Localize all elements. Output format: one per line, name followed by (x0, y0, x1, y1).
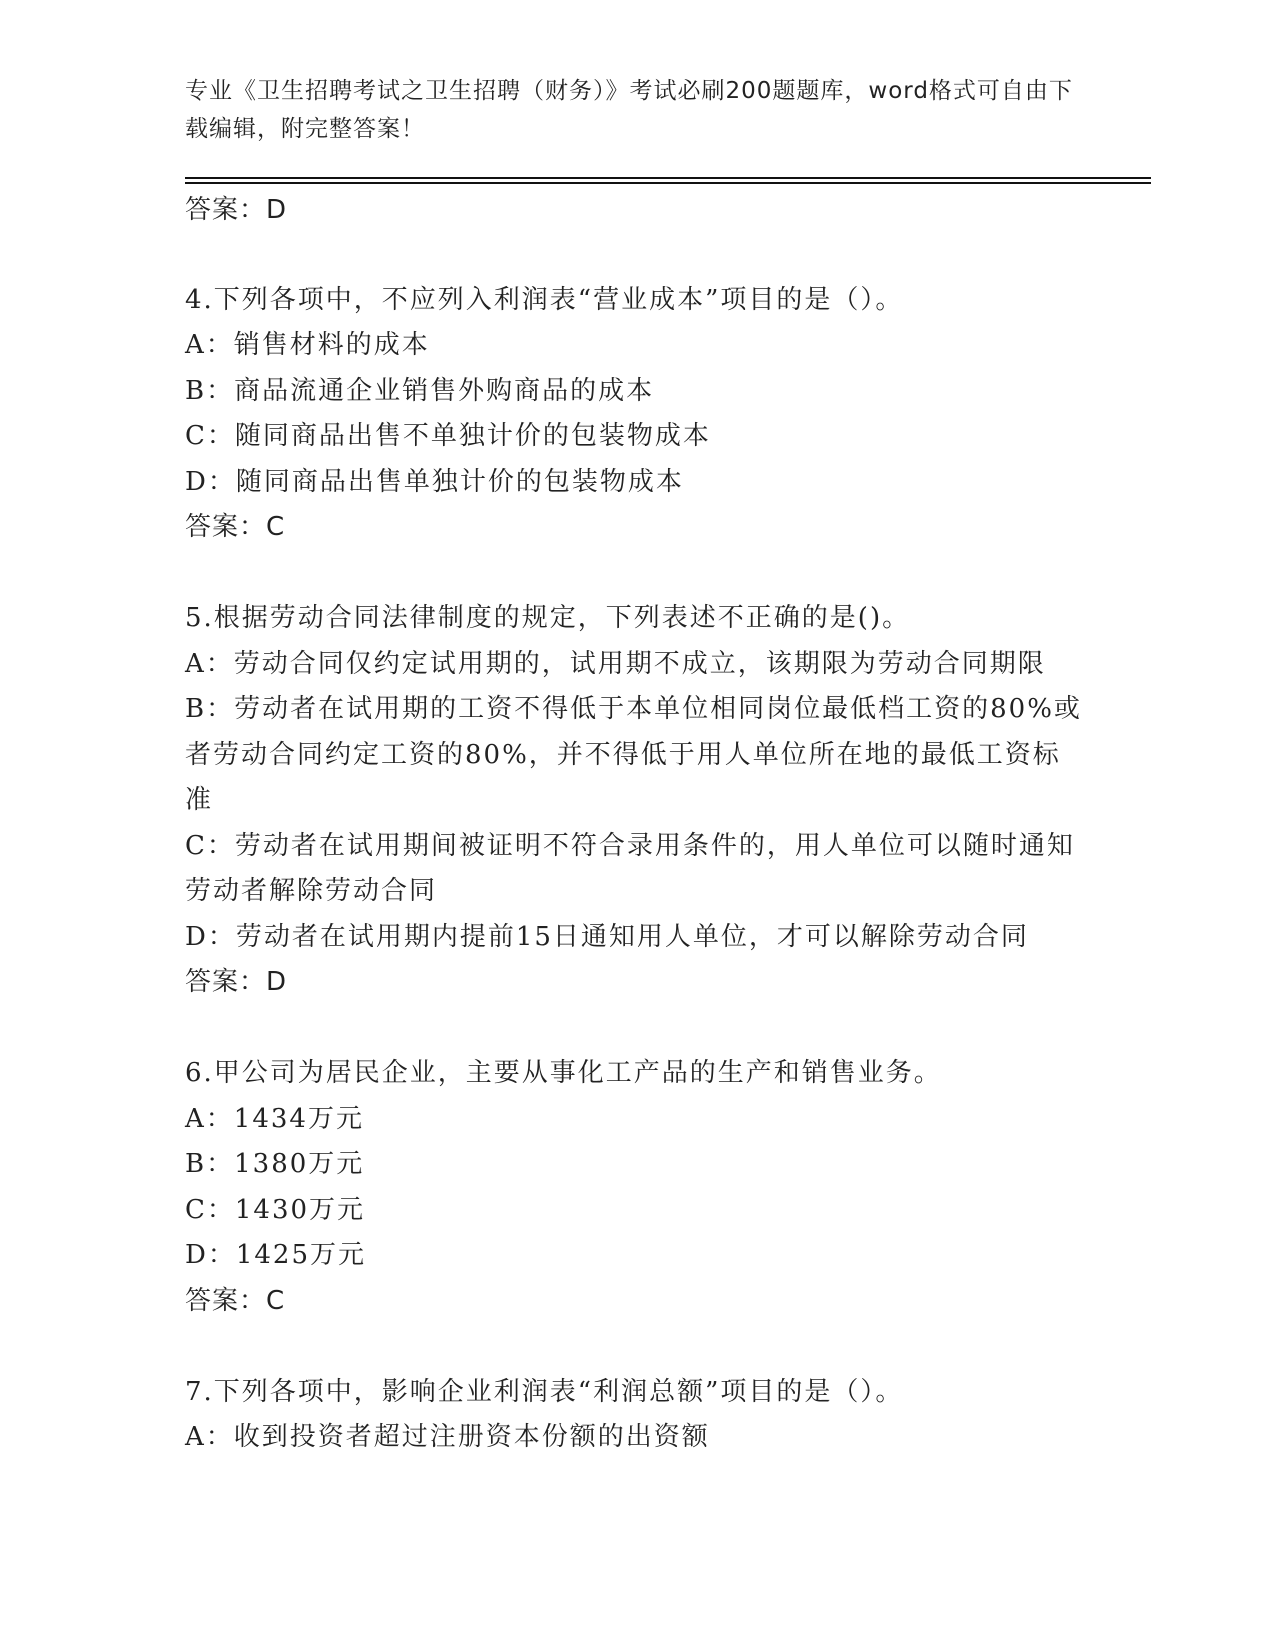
document-body (185, 188, 1085, 1461)
option-d: D：1425万元 (185, 1240, 367, 1270)
option-a: A：1434万元 (185, 1103, 364, 1134)
option-c: C：随同商品出售不单独计价的包装物成本 (185, 421, 711, 451)
answer-line: 答案：C (185, 1285, 286, 1316)
option-a: A：劳动合同仅约定试用期的，试用期不成立，该期限为劳动合同期限 (185, 648, 1046, 679)
option-a: A：收到投资者超过注册资本份额的出资额 (185, 1422, 710, 1452)
option-c: C：1430万元 (185, 1194, 366, 1225)
option-d: D：随同商品出售单独计价的包装物成本 (185, 466, 684, 497)
answer-line-q3: 答案：D (185, 195, 288, 225)
answer-line: 答案：D (185, 967, 288, 997)
document-header (185, 72, 1085, 148)
question-stem: 4.下列各项中，不应列入利润表“营业成本”项目的是（）。 (185, 284, 904, 315)
question-stem: 7.下列各项中，影响企业利润表“利润总额”项目的是（）。 (185, 1376, 904, 1407)
header-rule-bottom (185, 182, 1151, 184)
option-d: D：劳动者在试用期内提前15日通知用人单位，才可以解除劳动合同 (185, 921, 1029, 952)
question-stem: 5.根据劳动合同法律制度的规定，下列表述不正确的是()。 (185, 603, 911, 633)
question-stem: 6.甲公司为居民企业，主要从事化工产品的生产和销售业务。 (185, 1058, 942, 1088)
question-7 (185, 1370, 1085, 1461)
header-text: 专业《卫生招聘考试之卫生招聘（财务）》考试必刷200题题库，word格式可自由下载编辑，附完整答案！ (185, 78, 1073, 142)
option-a: A：销售材料的成本 (185, 330, 430, 360)
option-c: C：劳动者在试用期间被证明不符合录用条件的，用人单位可以随时通知劳动者解除劳动合同 (185, 830, 1075, 906)
option-b: B：1380万元 (185, 1149, 365, 1179)
question-5 (185, 596, 1085, 1006)
header-rule-top (185, 177, 1151, 179)
question-6 (185, 1051, 1085, 1324)
answer-line: 答案：C (185, 512, 286, 542)
question-4 (185, 278, 1085, 551)
option-b: B：商品流通企业销售外购商品的成本 (185, 375, 655, 406)
option-b: B：劳动者在试用期的工资不得低于本单位相同岗位最低档工资的80%或者劳动合同约定工资的80%，并不得低于用人单位所在地的最低工资标准 (185, 694, 1082, 815)
